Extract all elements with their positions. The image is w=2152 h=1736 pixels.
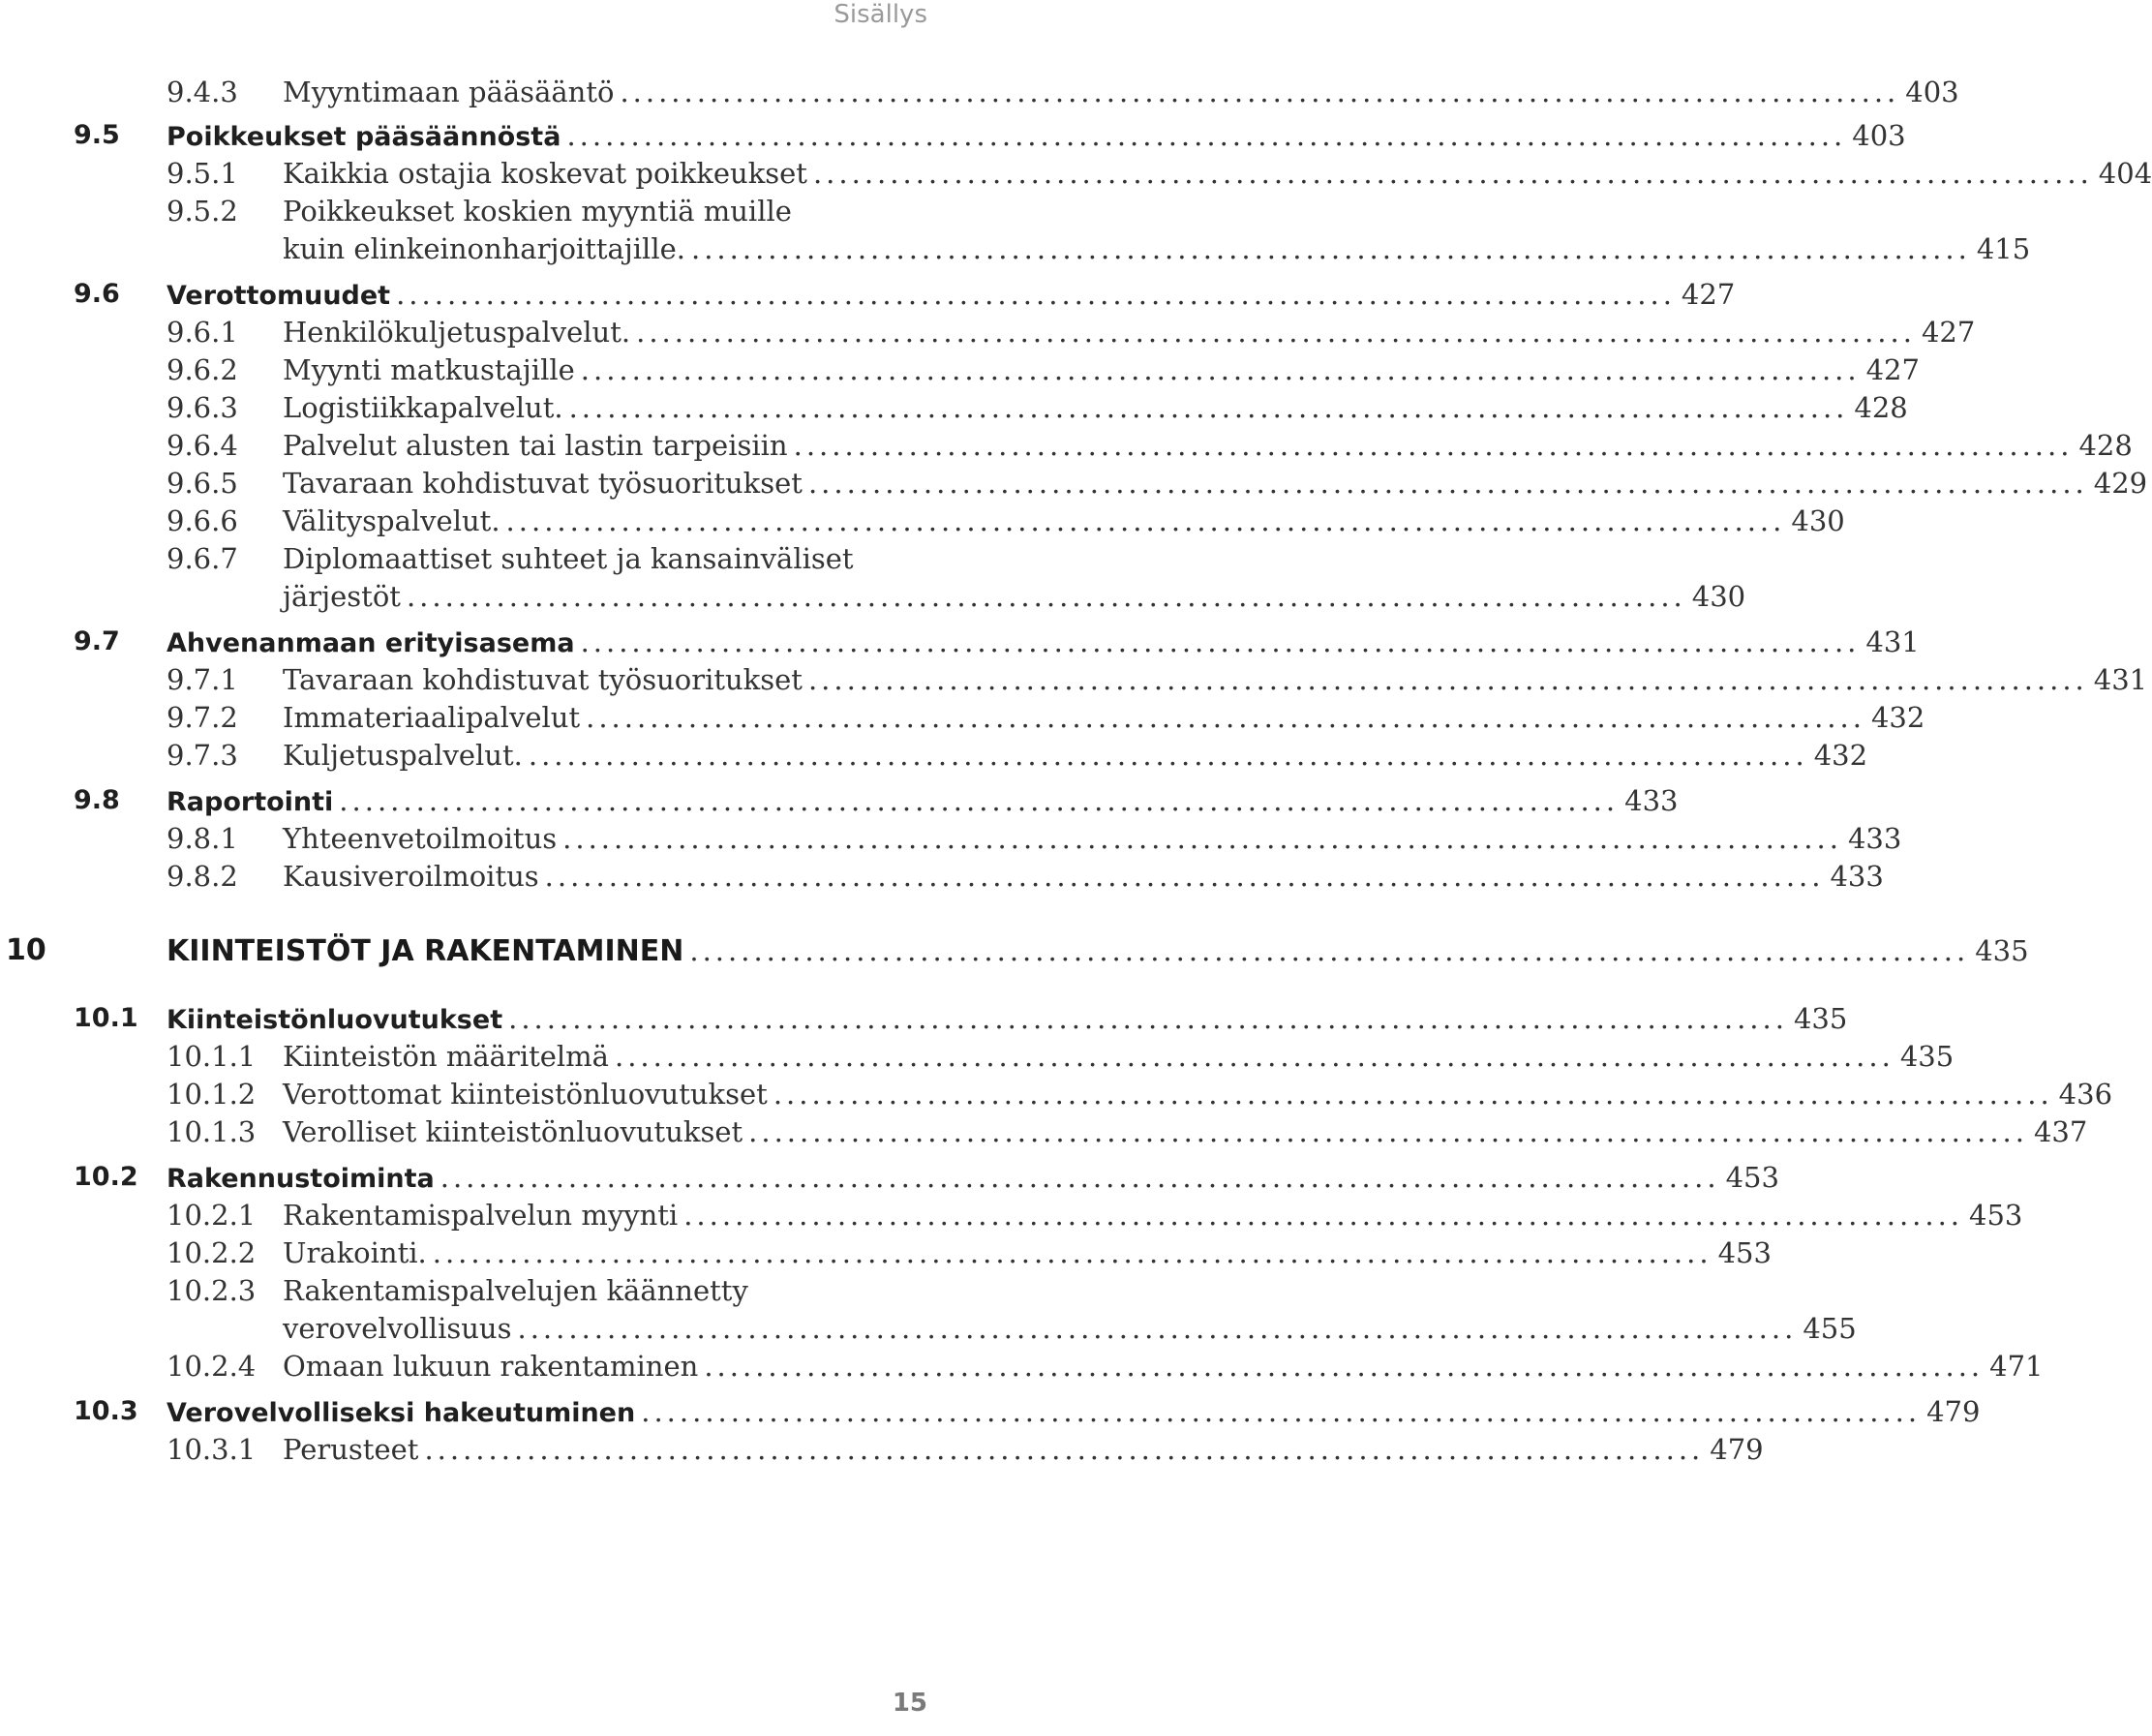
toc-entry-9-8-1[interactable]: [0, 817, 1902, 860]
toc-title: Myynti matkustajille: [283, 353, 575, 386]
toc-page-number: 428: [1854, 391, 1908, 424]
dot-leader: ....................................................................................................: [636, 316, 1916, 349]
toc-entry-9-5-2-cont[interactable]: [0, 228, 2031, 270]
toc-number: 9.6.2: [167, 353, 238, 386]
toc-number: 10.1.2: [167, 1078, 257, 1111]
toc-entry-10-2-3-cont[interactable]: [0, 1307, 1857, 1350]
page-number: 15: [892, 1689, 927, 1718]
toc-entry-9-4-3[interactable]: [0, 71, 1959, 113]
toc-entry-text: [283, 462, 2148, 504]
toc-title: Verottomat kiinteistönluovutukset: [283, 1078, 768, 1111]
toc-entry-text: [283, 1307, 1857, 1350]
toc-number: 9.5.2: [167, 195, 238, 228]
toc-page-number: 433: [1624, 784, 1679, 817]
toc-title: Raportointi: [167, 787, 334, 817]
toc-page-number: 427: [1865, 353, 1920, 386]
toc-title: Verolliset kiinteistönluovutukset: [283, 1115, 743, 1148]
toc-number: 9.7.3: [167, 739, 238, 772]
toc-number: 10.2.3: [167, 1274, 257, 1307]
toc-page-number: 404: [2098, 157, 2152, 190]
toc-chapter-title: KIINTEISTÖT JA RAKENTAMINEN: [167, 934, 684, 968]
toc-entry-text: [283, 696, 1925, 739]
toc-number: 10.3.1: [167, 1433, 257, 1466]
toc-entry-9-8[interactable]: [0, 779, 1679, 822]
toc-entry-text: [283, 152, 2152, 195]
toc-page-number: 437: [2033, 1115, 2088, 1148]
toc-entry-text: [283, 1035, 1955, 1078]
toc-number: 10.1.3: [167, 1115, 257, 1148]
toc-entry-text: [283, 1345, 2044, 1387]
toc-entry-text: [283, 855, 1884, 898]
dot-leader: ....................................................................................................: [439, 1161, 1720, 1194]
dot-leader: ....................................................................................................: [812, 157, 2093, 190]
toc-page-number: 435: [1975, 934, 2029, 967]
toc-title-continuation: kuin elinkeinonharjoittajille.: [283, 232, 685, 265]
toc-entry-9-6-3[interactable]: [0, 386, 1908, 429]
toc-title: Poikkeukset koskien myyntiä muille: [283, 195, 792, 228]
toc-page-number: 431: [2093, 663, 2148, 696]
toc-number: 9.7.2: [167, 701, 238, 734]
toc-title: Kuljetuspalvelut.: [283, 739, 523, 772]
dot-leader: ....................................................................................................: [689, 934, 1970, 967]
toc-entry-9-6-4[interactable]: [0, 424, 2133, 467]
toc-title: Myyntimaan pääsääntö: [283, 76, 615, 108]
toc-entry-9-5-2[interactable]: [0, 190, 927, 232]
toc-entry-9-6-5[interactable]: [0, 462, 2148, 504]
toc-page-number: 429: [2093, 467, 2148, 500]
toc-entry-text: [283, 734, 1868, 777]
toc-title: Ahvenanmaan erityisasema: [167, 628, 575, 658]
toc-entry-10-2-1[interactable]: [0, 1194, 2023, 1236]
dot-leader: ....................................................................................................: [586, 701, 1865, 734]
toc-page-number: 435: [1793, 1002, 1848, 1035]
toc-title: Kiinteistönluovutukset: [167, 1005, 503, 1035]
toc-entry-9-7-3[interactable]: [0, 734, 1868, 777]
toc-number: 9.5.1: [167, 157, 238, 190]
toc-entry-10-1[interactable]: [0, 997, 1848, 1040]
toc-page-number: 432: [1870, 701, 1925, 734]
toc-entry-text: [283, 1428, 1764, 1471]
dot-leader: ....................................................................................................: [505, 504, 1786, 537]
toc-title: Urakointi.: [283, 1236, 427, 1269]
toc-page-number: 403: [1905, 76, 1959, 108]
toc-page-number: 415: [1976, 232, 2031, 265]
toc-entry-10-2-4[interactable]: [0, 1345, 2044, 1387]
toc-entry-text: [167, 929, 2029, 973]
toc-entry-9-7-1[interactable]: [0, 658, 2148, 701]
toc-page-number: 455: [1803, 1312, 1857, 1345]
dot-leader: ....................................................................................................: [406, 580, 1686, 613]
toc-entry-text: [283, 424, 2133, 467]
toc-entry-text: [283, 658, 2148, 701]
toc-title: Kiinteistön määritelmä: [283, 1040, 609, 1073]
toc-entry-text: [283, 349, 1920, 391]
dot-leader: ....................................................................................................: [566, 119, 1847, 152]
toc-entry-text: [283, 1073, 2113, 1115]
toc-page-number: 436: [2058, 1078, 2113, 1111]
toc-entry-text: [283, 1232, 1772, 1274]
toc-entry-9-6-1[interactable]: [0, 311, 1976, 353]
toc-number: 9.8.2: [167, 860, 238, 893]
toc-page-number: 431: [1865, 625, 1920, 658]
toc-entry-9-7[interactable]: [0, 621, 1920, 663]
toc-page-number: 453: [1725, 1161, 1779, 1194]
toc-number: 9.6.5: [167, 467, 238, 500]
toc-title: Henkilökuljetuspalvelut.: [283, 316, 631, 349]
toc-title: Verovelvolliseksi hakeutuminen: [167, 1398, 636, 1428]
dot-leader: ....................................................................................................: [424, 1433, 1705, 1466]
toc-number: 9.6.7: [167, 542, 238, 575]
toc-entry-text: [283, 817, 1902, 860]
toc-title-continuation: järjestöt: [283, 580, 401, 613]
toc-number: 9.5: [74, 120, 120, 150]
toc-number: 9.6.1: [167, 316, 238, 349]
toc-entry-10-1-3[interactable]: [0, 1111, 2088, 1153]
toc-entry-text: [283, 190, 927, 232]
toc-title: Immateriaalipalvelut: [283, 701, 581, 734]
dot-leader: ....................................................................................................: [773, 1078, 2053, 1111]
toc-entry-text: [283, 500, 1845, 542]
toc-page-number: 427: [1681, 278, 1736, 311]
toc-page-number: 453: [1717, 1236, 1772, 1269]
toc-number: 10.3: [74, 1396, 138, 1426]
toc-page-number: 427: [1921, 316, 1976, 349]
dot-leader: ....................................................................................................: [396, 278, 1676, 311]
toc-number: 9.4.3: [167, 76, 238, 108]
dot-leader: ....................................................................................................: [517, 1312, 1798, 1345]
toc-page-number: 403: [1852, 119, 1906, 152]
toc-entry-9-6-2[interactable]: [0, 349, 1920, 391]
toc-page-number: 433: [1830, 860, 1884, 893]
toc-entry-9-6-6[interactable]: [0, 500, 1845, 542]
toc-entry-text: [283, 537, 927, 580]
toc-entry-9-5-1[interactable]: [0, 152, 2152, 195]
toc-number: 9.6.6: [167, 504, 238, 537]
toc-title: Perusteet: [283, 1433, 419, 1466]
running-header: Sisällys: [834, 0, 927, 29]
toc-title: Diplomaattiset suhteet ja kansainväliset: [283, 542, 854, 575]
toc-page-number: 432: [1813, 739, 1868, 772]
toc-page-number: 430: [1691, 580, 1746, 613]
toc-entry-9-6[interactable]: [0, 273, 1736, 316]
toc-title: Kausiveroilmoitus: [283, 860, 539, 893]
dot-leader: ....................................................................................................: [704, 1350, 1985, 1383]
toc-number: 10.1: [74, 1003, 138, 1033]
toc-entry-text: [283, 228, 2031, 270]
toc-entry-10-3[interactable]: [0, 1390, 1981, 1433]
toc-page-number: 453: [1969, 1199, 2023, 1232]
toc-title: Verottomuudet: [167, 281, 391, 311]
dot-leader: ....................................................................................................: [807, 663, 2088, 696]
toc-page-number: 479: [1926, 1395, 1981, 1428]
toc-number: 9.7.1: [167, 663, 238, 696]
toc-title: Välityspalvelut.: [283, 504, 500, 537]
dot-leader: ....................................................................................................: [544, 860, 1825, 893]
toc-entry-9-5[interactable]: [0, 114, 1906, 157]
toc-number: 10.1.1: [167, 1040, 257, 1073]
toc-entry-10-3-1[interactable]: [0, 1428, 1764, 1471]
toc-page-number: 428: [2078, 429, 2133, 462]
toc-number: 10.2.1: [167, 1199, 257, 1232]
dot-leader: ....................................................................................................: [614, 1040, 1894, 1073]
dot-leader: ....................................................................................................: [793, 429, 2074, 462]
toc-title: Yhteenvetoilmoitus: [283, 822, 558, 855]
toc-page-number: 471: [1989, 1350, 2044, 1383]
dot-leader: ....................................................................................................: [580, 353, 1861, 386]
toc-number: 9.8.1: [167, 822, 238, 855]
toc-number: 9.6.3: [167, 391, 238, 424]
toc-title: Poikkeukset pääsäännöstä: [167, 122, 561, 152]
toc-entry-10-2[interactable]: [0, 1156, 1779, 1199]
toc-number: 10.2.2: [167, 1236, 257, 1269]
toc-page-number: 435: [1899, 1040, 1955, 1073]
dot-leader: ....................................................................................................: [568, 391, 1849, 424]
dot-leader: ....................................................................................................: [620, 76, 1900, 108]
toc-number: 9.7: [74, 626, 120, 656]
toc-entry-9-8-2[interactable]: [0, 855, 1884, 898]
dot-leader: ....................................................................................................: [508, 1002, 1788, 1035]
toc-entry-10-1-2[interactable]: [0, 1073, 2113, 1115]
toc-title: Logistiikkapalvelut.: [283, 391, 563, 424]
toc-title: Tavaraan kohdistuvat työsuoritukset: [283, 663, 803, 696]
dot-leader: ....................................................................................................: [748, 1115, 2028, 1148]
toc-page-number: 479: [1710, 1433, 1764, 1466]
toc-title-continuation: verovelvollisuus: [283, 1312, 512, 1345]
toc-entry-text: [283, 1269, 927, 1312]
dot-leader: ....................................................................................................: [432, 1236, 1713, 1269]
toc-title: Omaan lukuun rakentaminen: [283, 1350, 699, 1383]
toc-number: 9.8: [74, 785, 120, 815]
dot-leader: ....................................................................................................: [339, 784, 1620, 817]
toc-entry-text: [283, 575, 1746, 618]
dot-leader: ....................................................................................................: [807, 467, 2088, 500]
toc-number: 9.6.4: [167, 429, 238, 462]
toc-entry-text: [283, 311, 1976, 353]
toc-number: 10.2: [74, 1162, 138, 1192]
dot-leader: ....................................................................................................: [528, 739, 1808, 772]
dot-leader: ....................................................................................................: [580, 625, 1861, 658]
toc-entry-9-6-7[interactable]: [0, 537, 927, 580]
toc-title: Tavaraan kohdistuvat työsuoritukset: [283, 467, 803, 500]
toc-entry-10-1-1[interactable]: [0, 1035, 1955, 1078]
toc-entry-text: [283, 1194, 2023, 1236]
dot-leader: ....................................................................................................: [641, 1395, 1922, 1428]
dot-leader: ....................................................................................................: [683, 1199, 1964, 1232]
toc-title: Rakentamispalvelujen käännetty: [283, 1274, 748, 1307]
toc-number: 9.6: [74, 279, 120, 309]
toc-title: Rakentamispalvelun myynti: [283, 1199, 679, 1232]
toc-chapter-10[interactable]: [0, 929, 2029, 972]
toc-entry-text: [283, 1111, 2088, 1153]
toc-title: Palvelut alusten tai lastin tarpeisiin: [283, 429, 788, 462]
toc-title: Kaikkia ostajia koskevat poikkeukset: [283, 157, 807, 190]
toc-entry-text: [283, 386, 1908, 429]
toc-entry-9-7-2[interactable]: [0, 696, 1925, 739]
toc-title: Rakennustoiminta: [167, 1164, 435, 1194]
toc-entry-9-6-7-cont[interactable]: [0, 575, 1746, 618]
toc-page-number: 433: [1847, 822, 1902, 855]
toc-entry-10-2-2[interactable]: [0, 1232, 1772, 1274]
toc-chapter-number: 10: [6, 933, 46, 967]
toc-entry-text: [283, 71, 1959, 113]
toc-page-number: 430: [1791, 504, 1845, 537]
dot-leader: ....................................................................................................: [562, 822, 1842, 855]
toc-entry-10-2-3[interactable]: [0, 1269, 927, 1312]
dot-leader: ....................................................................................................: [690, 232, 1971, 265]
toc-number: 10.2.4: [167, 1350, 257, 1383]
